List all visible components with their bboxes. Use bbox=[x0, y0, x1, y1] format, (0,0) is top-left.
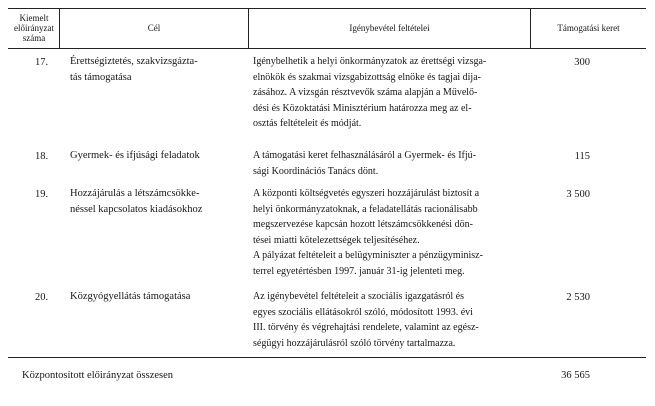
row-goal bbox=[70, 186, 248, 217]
row-number: 17. bbox=[35, 57, 49, 68]
condition-line: megszervezése kapcsán hozott létszámcsökkenési dön- bbox=[253, 219, 473, 230]
row-conditions bbox=[253, 289, 533, 351]
header-kiemelt-line: Kiemelt bbox=[19, 13, 49, 23]
goal-line: Érettségiztetés, szakvizsgázta- bbox=[70, 56, 198, 67]
row-goal bbox=[70, 289, 242, 305]
condition-line: sági Koordinációs Tanács dönt. bbox=[253, 165, 379, 177]
goal-line: Gyermek- és ifjúsági feladatok bbox=[70, 150, 200, 161]
header-cel: Cél bbox=[147, 23, 161, 33]
header-kiemelt bbox=[9, 13, 59, 43]
total-amount: 36 565 bbox=[561, 370, 590, 381]
total-label: Központosított előirányzat összesen bbox=[22, 370, 174, 381]
table-top-rule bbox=[8, 8, 646, 9]
header-kiemelt-line: száma bbox=[22, 33, 46, 43]
row-conditions bbox=[253, 148, 533, 179]
row-amount: 115 bbox=[574, 151, 590, 162]
condition-line: tései miatti kötelezettségek teljesítéséhez. bbox=[253, 234, 420, 246]
condition-line: A pályázat feltételeit a belügyminiszter a pénzügyminisz- bbox=[253, 250, 483, 261]
row-amount: 2 530 bbox=[566, 292, 590, 303]
row-amount: 3 500 bbox=[566, 189, 590, 200]
row-number: 19. bbox=[35, 189, 49, 200]
header-kiemelt-line: előirányzat bbox=[14, 23, 54, 33]
condition-line: ségügyi hozzájárulásról szóló törvény tartalmazza. bbox=[253, 337, 456, 349]
condition-line: III. törvény és végrehajtási rendelete, valamint az egész- bbox=[253, 322, 479, 333]
goal-line: Közgyógyellátás támogatása bbox=[70, 291, 191, 302]
condition-line: osztás feltételeit és módját. bbox=[253, 118, 362, 129]
row-conditions bbox=[253, 186, 533, 279]
condition-line: helyi önkormányzatoknak, a feladatellátás racionálisabb bbox=[253, 203, 478, 215]
condition-line: Igénybelhetik a helyi önkormányzatok az érettségi vizsga- bbox=[253, 56, 487, 67]
row-goal bbox=[70, 148, 242, 164]
goal-line: tás támogatása bbox=[70, 71, 132, 83]
condition-line: terrel egyetértésben 1997. január 31-ig jelenteti meg. bbox=[253, 265, 465, 277]
row-conditions bbox=[253, 54, 533, 132]
row-amount: 300 bbox=[574, 57, 590, 68]
row-number: 20. bbox=[35, 292, 49, 303]
condition-line: Az igénybevétel feltételeit a szociális igazgatásról és bbox=[253, 291, 465, 302]
row-number: 18. bbox=[35, 151, 49, 162]
condition-line: egyes szociális ellátásokról szóló, módosított 1993. évi bbox=[253, 306, 473, 318]
row-goal bbox=[70, 54, 242, 85]
condition-line: A központi költségvetés egyszeri hozzájárulást biztosít a bbox=[253, 188, 480, 199]
table-bottom-rule bbox=[8, 357, 646, 358]
goal-line: Hozzájárulás a létszámcsökke- bbox=[70, 188, 200, 199]
condition-line: zásához. A vizsgán résztvevők száma alapján a Művelő- bbox=[253, 87, 478, 98]
condition-line: elnökök és szakmai vizsgabizottság elnöke és tagjai dija- bbox=[253, 71, 481, 83]
header-keret: Támogatási keret bbox=[557, 23, 620, 33]
header-bottom-rule bbox=[8, 48, 646, 49]
goal-line: néssel kapcsolatos kiadásokhoz bbox=[70, 203, 203, 215]
condition-line: A támogatási keret felhasználásáról a Gyermek- és Ifjú- bbox=[253, 150, 476, 161]
header-feltetelek: Igénybevétel feltételei bbox=[349, 23, 430, 33]
condition-line: dési és Közoktatási Minisztérium határozza meg az el- bbox=[253, 102, 472, 114]
